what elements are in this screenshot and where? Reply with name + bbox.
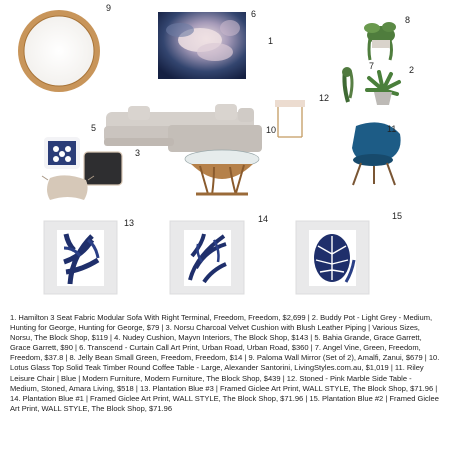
- product-item: 4. Nudey Cushion, Mayvn Interiors, The Block Shop, $143: [114, 333, 309, 343]
- item-number-10: 10: [266, 125, 277, 135]
- product-item: 12. Stoned - Pink Marble Side Table - Medium, Stoned, Amara Living, $518: [10, 373, 412, 393]
- product-item: 5. Bahia Grande, Grace Garrett, Grace Garrett, $90: [10, 333, 422, 353]
- item-number-14: 14: [258, 214, 269, 224]
- product-item: 11. Riley Leisure Chair | Blue | Modern Furniture, Modern Furniture, The Block Shop, $439: [10, 363, 424, 383]
- product-item: 2. Buddy Pot - Light Grey - Medium, Hunting for George, Hunting for George, $79: [10, 313, 433, 333]
- cloud-art-print: [158, 12, 246, 79]
- wall-mirror: [18, 10, 100, 92]
- item-number-2: 2: [409, 65, 415, 75]
- item-number-1: 1: [268, 36, 274, 46]
- product-item: 14. Plantation Blue #1 | Framed Giclee Art Print, WALL STYLE, The Block Shop, $71.96: [10, 393, 304, 403]
- item-number-5: 5: [91, 123, 97, 133]
- item-number-13: 13: [124, 218, 135, 228]
- item-number-9: 9: [106, 3, 112, 13]
- product-item: 7. Angel Vine, Green, Freedom, Freedom, $37.8: [10, 343, 421, 363]
- charcoal-velvet-cushion: [84, 152, 122, 185]
- product-item: 3. Norsu Charcoal Velvet Cushion with Blush Leather Piping | Various Sizes, Norsu, The Block Shop, $119: [10, 323, 420, 343]
- item-number-7: 7: [369, 61, 375, 71]
- item-number-15: 15: [392, 211, 403, 221]
- angel-vine-plant: [342, 67, 352, 102]
- plantation-blue-2-print: [296, 221, 369, 294]
- product-item: 8. Jelly Bean Small Green, Freedom, Freedom, $14: [69, 353, 243, 363]
- item-number-8: 8: [405, 15, 411, 25]
- product-item: 6. Transcend - Curtain Call Art Print, Urban Road, Urban Road, $360: [79, 343, 309, 353]
- plantation-blue-1-print: [170, 221, 244, 294]
- product-item: 10. Lotus Glass Top Solid Teak Timber Round Coffee Table - Large, Alexander Santorini, LivingStyles.com.au, $1,019: [10, 353, 440, 373]
- item-number-12: 12: [319, 93, 330, 103]
- item-number-11: 11: [387, 124, 397, 134]
- marble-side-table: [275, 100, 305, 137]
- item-number-3: 3: [135, 148, 141, 158]
- buddy-pot-plant: [367, 72, 399, 105]
- modular-sofa: [104, 104, 262, 152]
- teak-coffee-table: [185, 150, 259, 195]
- product-item: 15. Plantation Blue #2 | Framed Giclee Art Print, WALL STYLE, The Block Shop, $71.96: [10, 393, 439, 413]
- product-item: 1. Hamilton 3 Seat Fabric Modular Sofa With Right Terminal, Freedom, Freedom, $2,699: [10, 313, 306, 322]
- jelly-bean-plant: [364, 22, 396, 60]
- product-item: 13. Plantation Blue #3 | Framed Giclee Art Print, WALL STYLE, The Block Shop, $71.96: [139, 383, 434, 393]
- plantation-blue-3-print: [44, 221, 117, 294]
- item-number-6: 6: [251, 9, 257, 19]
- bahia-grande-cushion: [44, 137, 80, 169]
- product-list: 1. Hamilton 3 Seat Fabric Modular Sofa With Right Terminal, Freedom, Freedom, $2,699 | 2. Buddy Pot - Light Grey - Medium, Hunting for George, Hunting for George, $79 | 3. Norsu Charcoal Velvet Cushion with Blush Leather Piping | Various Sizes, Norsu, The Block Shop, $119 | 4. Nudey Cushion, Mayvn Interiors, The Block Shop, $143 | 5. Bahia Grande, Grace Garrett, Grace Garrett, $90 | 6. Transcend - Curtain Call Art Print, Urban Road, Urban Road, $360 | 7. Angel Vine, Green, Freedom, Freedom, $37.8 | 8. Jelly Bean Small Green, Freedom, Freedom, $14 | 9. Paloma Wall Mirror (Set of 2), Amalfi, Zanui, $679 | 10. Lotus Glass Top Solid Teak Timber Round Coffee Table - Large, Alexander Santorini, LivingStyles.com.au, $1,019 | 11. Riley Leisure Chair | Blue | Modern Furniture, Modern Furniture, The Block Shop, $439 | 12. Stoned - Pink Marble Side Table - Medium, Stoned, Amara Living, $518 | 13. Plantation Blue #3 | Framed Giclee Art Print, WALL STYLE, The Block Shop, $71.96 | 14. Plantation Blue #1 | Framed Giclee Art Print, WALL STYLE, The Block Shop, $71.96 | 15. Plantation Blue #2 | Framed Giclee Art Print, WALL STYLE, The Block Shop, $71.96: [10, 313, 440, 413]
- product-item: 9. Paloma Wall Mirror (Set of 2), Amalfi, Zanui, $679: [248, 353, 423, 363]
